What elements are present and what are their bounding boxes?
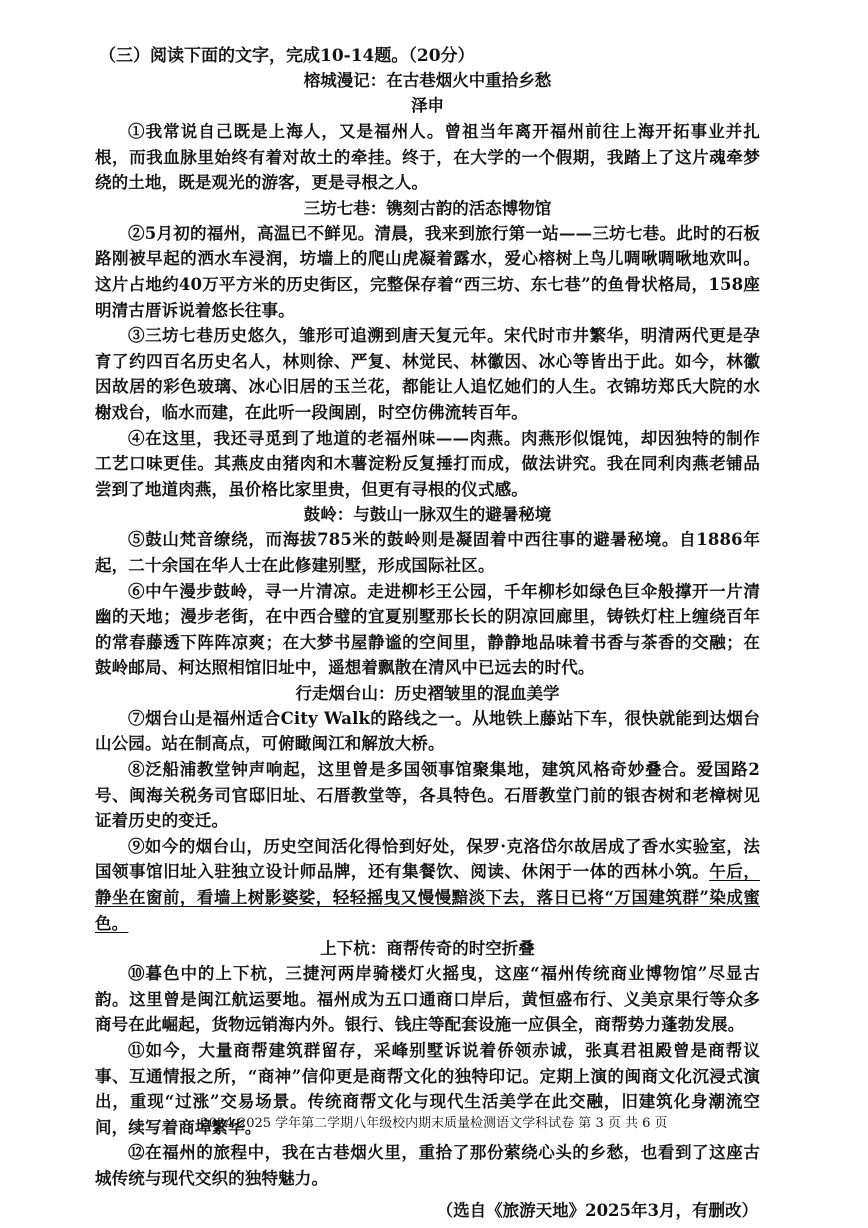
paragraph-11: ⑪如今，大量商帮建筑群留存，采峰别墅诉说着侨领赤诚，张真君祖殿曾是商帮议事、互通情报之所，“商神”信仰更是商帮文化的独特印记。定期上演的闽商文化沉浸式演出，重现“过涨”交易场景。传统商帮文化与现代生活美学在此交融，旧建筑化身潮流空间，续写着商埠繁华。 [95, 1041, 760, 1137]
section-heading-sanfang: 三坊七巷：镌刻古韵的活态博物馆 [303, 198, 552, 218]
paragraph-12: ⑫在福州的旅程中，我在古巷烟火里，重拾了那份萦绕心头的乡愁，也看到了这座古城传统与现代交织的独特魅力。 [95, 1143, 760, 1188]
section-heading-shangxiahang: 上下杭：商帮传奇的时空折叠 [320, 939, 535, 959]
page-footer: 2024-2025 学年第二学期八年级校内期末质量检测语文学科试卷 第 3 页 共 6 页 [200, 1116, 668, 1131]
article-source: （选自《旅游天地》2025年3月，有删改） [436, 1200, 758, 1220]
paragraph-7: ⑦烟台山是福州适合City Walk的路线之一。从地铁上藤站下车，很快就能到达烟台山公园。站在制高点，可俯瞰闽江和解放大桥。 [95, 708, 760, 754]
paragraph-1: ①我常说自己既是上海人，又是福州人。曾祖当年离开福州前往上海开拓事业并扎根，而我血脉里始终有着对故土的牵挂。终于，在大学的一个假期，我踏上了这片魂牵梦绕的土地，既是观光的游客，更是寻根之人。 [95, 122, 760, 193]
question-header: （三）阅读下面的文字，完成10-14题。（20分） [99, 46, 475, 66]
section-heading-guling: 鼓岭：与鼓山一脉双生的避暑秘境 [303, 505, 552, 525]
paragraph-8: ⑧泛船浦教堂钟声响起，这里曾是多国领事馆聚集地，建筑风格奇妙叠合。爱国路2号、闽海关税务司官邸旧址、石厝教堂等，各具特色。石厝教堂门前的银杏树和老樟树见证着历史的变迁。 [95, 760, 760, 831]
article-title: 榕城漫记：在古巷烟火中重拾乡愁 [303, 71, 552, 90]
paragraph-4: ④在这里，我还寻觅到了地道的老福州味——肉燕。肉燕形似馄饨，却因独特的制作工艺口味更佳。其燕皮由猪肉和木薯淀粉反复捶打而成，做法讲究。我在同利肉燕老铺品尝到了地道肉燕，虽价格比家里贵，但更有寻根的仪式感。 [95, 428, 760, 499]
paragraph-5: ⑤鼓山梵音缭绕，而海拔785米的鼓岭则是凝固着中西往事的避暑秘境。自1886年起，二十余国在华人士在此修建别墅，形成国际社区。 [95, 530, 760, 575]
article-author: 泽申 [411, 96, 444, 115]
paragraph-9-underlined-sentence: 午后，静坐在窗前，看墙上树影婆娑，轻轻摇曳又慢慢黯淡下去，落日已将“万国建筑群”染成蜜色。 [95, 862, 760, 933]
paragraph-2: ②5月初的福州，高温已不鲜见。清晨，我来到旅行第一站——三坊七巷。此时的石板路刚被早起的洒水车浸润，坊墙上的爬山虎凝着露水，爱心榕树上鸟儿啁啾啁啾地欢叫。这片占地约40万平方米的历史街区，完整保存着“西三坊、东七巷”的鱼骨状格局，158座明清古厝诉说着悠长往事。 [95, 223, 760, 320]
paragraph-9-text: ⑨如今的烟台山，历史空间活化得恰到好处，保罗·克洛岱尔故居成了香水实验室，法国领事馆旧址入驻独立设计师品牌，还有集餐饮、阅读、休闲于一体的西林小筑。 [95, 836, 760, 882]
section-heading-yantaishan: 行走烟台山：历史褶皱里的混血美学 [295, 683, 560, 703]
paragraph-6: ⑥中午漫步鼓岭，寻一片清凉。走进柳杉王公园，千年柳杉如绿色巨伞般撑开一片清幽的天地；漫步老街，在中西合璧的宜夏别墅那长长的阴凉回廊里，铸铁灯柱上缠绕百年的常春藤透下阵阵凉爽；在大梦书屋静谧的空间里，静静地品味着书香与茶香的交融；在鼓岭邮局、柯达照相馆旧址中，遥想着飘散在清风中已远去的时代。 [95, 581, 760, 678]
paragraph-10: ⑩暮色中的上下杭，三捷河两岸骑楼灯火摇曳，这座“福州传统商业博物馆”尽显古韵。这里曾是闽江航运要地。福州成为五口通商口岸后，黄恒盛布行、义美京果行等众多商号在此崛起，货物远销海内外。银行、钱庄等配套设施一应俱全，商帮势力蓬勃发展。 [95, 964, 760, 1035]
paragraph-9 [95, 834, 760, 936]
paragraph-3: ③三坊七巷历史悠久，雏形可追溯到唐天复元年。宋代时市井繁华，明清两代更是孕育了约四百名历史名人，林则徐、严复、林觉民、林徽因、冰心等皆出于此。如今，林徽因故居的彩色玻璃、冰心旧居的玉兰花，都能让人追忆她们的人生。衣锦坊郑氏大院的水榭戏台，临水而建，在此听一段闽剧，时空仿佛流转百年。 [95, 326, 760, 422]
